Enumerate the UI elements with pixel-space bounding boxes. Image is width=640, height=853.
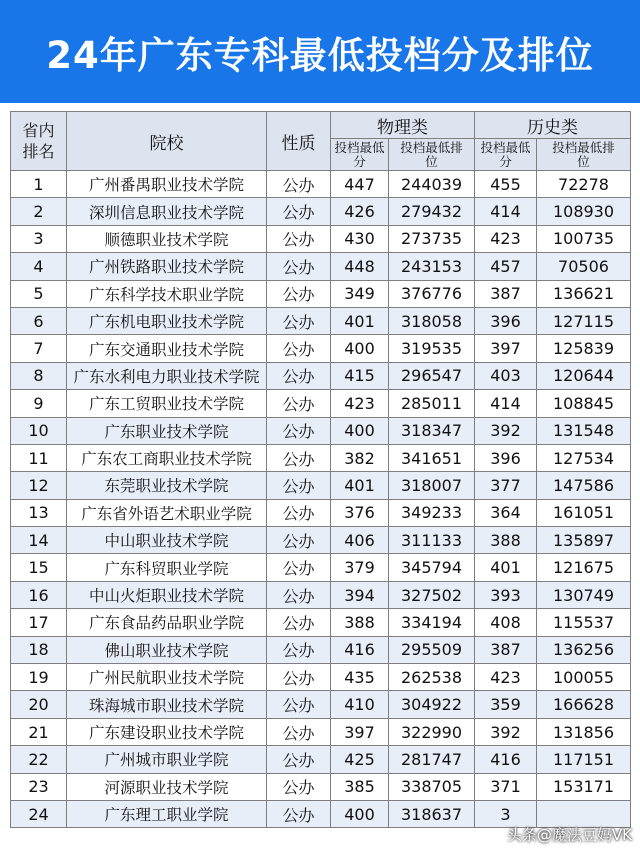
history-min-rank-cell: 153171 — [537, 773, 631, 800]
header-physics-group: 物理类 — [331, 112, 475, 139]
history-min-score-cell: 396 — [475, 444, 537, 471]
history-min-rank-cell: 127534 — [537, 444, 631, 471]
table-header — [11, 112, 631, 171]
rank-cell: 3 — [11, 225, 67, 252]
page-title: 24年广东专科最低投档分及排位 — [46, 33, 594, 77]
rank-cell: 21 — [11, 718, 67, 745]
type-cell: 公办 — [267, 527, 331, 554]
physics-min-rank-cell: 319535 — [389, 335, 475, 362]
physics-min-rank-cell: 327502 — [389, 581, 475, 608]
rank-cell: 10 — [11, 417, 67, 444]
physics-min-score-cell: 379 — [331, 554, 389, 581]
history-min-rank-cell: 70506 — [537, 253, 631, 280]
history-min-score-cell: 388 — [475, 527, 537, 554]
type-cell: 公办 — [267, 280, 331, 307]
school-cell: 广东职业技术学院 — [67, 417, 267, 444]
history-min-score-cell: 387 — [475, 636, 537, 663]
history-min-score-cell: 408 — [475, 609, 537, 636]
type-cell: 公办 — [267, 691, 331, 718]
type-cell: 公办 — [267, 499, 331, 526]
physics-min-rank-cell: 318058 — [389, 307, 475, 334]
header-physics-min-score-label: 投档最低分 — [334, 139, 385, 169]
physics-min-rank-cell: 285011 — [389, 390, 475, 417]
history-min-score-cell: 392 — [475, 718, 537, 745]
rank-cell: 11 — [11, 444, 67, 471]
school-cell: 深圳信息职业技术学院 — [67, 198, 267, 225]
table-row — [11, 417, 631, 444]
physics-min-score-cell: 415 — [331, 362, 389, 389]
physics-min-score-cell: 382 — [331, 444, 389, 471]
type-cell: 公办 — [267, 417, 331, 444]
type-cell: 公办 — [267, 225, 331, 252]
history-min-rank-cell: 121675 — [537, 554, 631, 581]
history-min-rank-cell: 136621 — [537, 280, 631, 307]
physics-min-rank-cell: 318347 — [389, 417, 475, 444]
type-cell: 公办 — [267, 773, 331, 800]
rank-cell: 20 — [11, 691, 67, 718]
type-cell: 公办 — [267, 581, 331, 608]
table-row — [11, 171, 631, 198]
physics-min-score-cell: 423 — [331, 390, 389, 417]
header-history-group: 历史类 — [475, 112, 631, 139]
physics-min-score-cell: 430 — [331, 225, 389, 252]
rank-cell: 13 — [11, 499, 67, 526]
header-type: 性质 — [267, 112, 331, 171]
rank-cell: 15 — [11, 554, 67, 581]
score-table — [10, 111, 631, 828]
physics-min-score-cell: 349 — [331, 280, 389, 307]
type-cell: 公办 — [267, 253, 331, 280]
history-min-score-cell: 423 — [475, 225, 537, 252]
table-row — [11, 718, 631, 745]
history-min-rank-cell: 72278 — [537, 171, 631, 198]
table-row — [11, 691, 631, 718]
table-row — [11, 581, 631, 608]
school-cell: 顺德职业技术学院 — [67, 225, 267, 252]
history-min-rank-cell: 100055 — [537, 664, 631, 691]
type-cell: 公办 — [267, 307, 331, 334]
school-cell: 广东科学技术职业学院 — [67, 280, 267, 307]
physics-min-score-cell: 448 — [331, 253, 389, 280]
school-cell: 广东工贸职业技术学院 — [67, 390, 267, 417]
physics-min-score-cell: 376 — [331, 499, 389, 526]
type-cell: 公办 — [267, 472, 331, 499]
type-cell: 公办 — [267, 198, 331, 225]
history-min-score-cell: 393 — [475, 581, 537, 608]
watermark: 头条@魔法豆妈VK — [506, 826, 632, 844]
physics-min-score-cell: 426 — [331, 198, 389, 225]
type-cell: 公办 — [267, 362, 331, 389]
school-cell: 广州番禺职业技术学院 — [67, 171, 267, 198]
rank-cell: 2 — [11, 198, 67, 225]
physics-min-score-cell: 400 — [331, 417, 389, 444]
rank-cell: 14 — [11, 527, 67, 554]
physics-min-score-cell: 400 — [331, 800, 389, 827]
physics-min-score-cell: 400 — [331, 335, 389, 362]
history-min-score-cell: 416 — [475, 746, 537, 773]
table-row — [11, 253, 631, 280]
header-history-min-rank — [537, 139, 631, 171]
type-cell: 公办 — [267, 335, 331, 362]
physics-min-rank-cell: 244039 — [389, 171, 475, 198]
rank-cell: 9 — [11, 390, 67, 417]
table-row — [11, 499, 631, 526]
rank-cell: 6 — [11, 307, 67, 334]
history-min-rank-cell: 166628 — [537, 691, 631, 718]
physics-min-score-cell: 388 — [331, 609, 389, 636]
table-row — [11, 472, 631, 499]
physics-min-rank-cell: 338705 — [389, 773, 475, 800]
physics-min-score-cell: 435 — [331, 664, 389, 691]
physics-min-score-cell: 397 — [331, 718, 389, 745]
history-min-rank-cell: 131856 — [537, 718, 631, 745]
history-min-score-cell: 455 — [475, 171, 537, 198]
rank-cell: 8 — [11, 362, 67, 389]
history-min-rank-cell: 127115 — [537, 307, 631, 334]
physics-min-rank-cell: 345794 — [389, 554, 475, 581]
history-min-rank-cell: 130749 — [537, 581, 631, 608]
school-cell: 广东科贸职业学院 — [67, 554, 267, 581]
history-min-rank-cell: 108930 — [537, 198, 631, 225]
header-school: 院校 — [67, 112, 267, 171]
history-min-score-cell: 371 — [475, 773, 537, 800]
physics-min-score-cell: 401 — [331, 472, 389, 499]
rank-cell: 12 — [11, 472, 67, 499]
physics-min-rank-cell: 341651 — [389, 444, 475, 471]
rank-cell: 19 — [11, 664, 67, 691]
table-row — [11, 746, 631, 773]
table-row — [11, 527, 631, 554]
history-min-score-cell: 457 — [475, 253, 537, 280]
table-row — [11, 335, 631, 362]
history-min-score-cell: 359 — [475, 691, 537, 718]
physics-min-rank-cell: 295509 — [389, 636, 475, 663]
physics-min-score-cell: 401 — [331, 307, 389, 334]
history-min-score-cell: 396 — [475, 307, 537, 334]
history-min-rank-cell: 161051 — [537, 499, 631, 526]
type-cell: 公办 — [267, 554, 331, 581]
physics-min-rank-cell: 322990 — [389, 718, 475, 745]
school-cell: 广东机电职业技术学院 — [67, 307, 267, 334]
type-cell: 公办 — [267, 390, 331, 417]
table-row — [11, 280, 631, 307]
header-history-min-score-label: 投档最低分 — [480, 139, 531, 169]
history-min-rank-cell: 131548 — [537, 417, 631, 444]
physics-min-score-cell: 406 — [331, 527, 389, 554]
school-cell: 佛山职业技术学院 — [67, 636, 267, 663]
rank-cell: 23 — [11, 773, 67, 800]
physics-min-score-cell: 416 — [331, 636, 389, 663]
physics-min-rank-cell: 334194 — [389, 609, 475, 636]
history-min-score-cell: 3 — [475, 800, 537, 827]
physics-min-rank-cell: 281747 — [389, 746, 475, 773]
score-table-container — [10, 111, 630, 828]
table-row — [11, 307, 631, 334]
physics-min-rank-cell: 318007 — [389, 472, 475, 499]
type-cell: 公办 — [267, 444, 331, 471]
history-min-score-cell: 414 — [475, 390, 537, 417]
school-cell: 中山职业技术学院 — [67, 527, 267, 554]
school-cell: 广东食品药品职业学院 — [67, 609, 267, 636]
table-row — [11, 444, 631, 471]
school-cell: 广东交通职业技术学院 — [67, 335, 267, 362]
history-min-rank-cell: 147586 — [537, 472, 631, 499]
school-cell: 东莞职业技术学院 — [67, 472, 267, 499]
rank-cell: 16 — [11, 581, 67, 608]
history-min-score-cell: 387 — [475, 280, 537, 307]
type-cell: 公办 — [267, 800, 331, 827]
type-cell: 公办 — [267, 664, 331, 691]
physics-min-rank-cell: 349233 — [389, 499, 475, 526]
school-cell: 广东水利电力职业技术学院 — [67, 362, 267, 389]
physics-min-rank-cell: 273735 — [389, 225, 475, 252]
school-cell: 广东理工职业学院 — [67, 800, 267, 827]
table-row — [11, 198, 631, 225]
history-min-rank-cell: 125839 — [537, 335, 631, 362]
table-row — [11, 664, 631, 691]
school-cell: 广东建设职业技术学院 — [67, 718, 267, 745]
history-min-rank-cell: 117151 — [537, 746, 631, 773]
table-row — [11, 773, 631, 800]
rank-cell: 22 — [11, 746, 67, 773]
rank-cell: 17 — [11, 609, 67, 636]
physics-min-rank-cell: 279432 — [389, 198, 475, 225]
history-min-rank-cell: 135897 — [537, 527, 631, 554]
history-min-score-cell: 403 — [475, 362, 537, 389]
physics-min-score-cell: 447 — [331, 171, 389, 198]
school-cell: 广州铁路职业技术学院 — [67, 253, 267, 280]
rank-cell: 18 — [11, 636, 67, 663]
physics-min-rank-cell: 243153 — [389, 253, 475, 280]
header-rank — [11, 112, 67, 171]
table-row — [11, 554, 631, 581]
history-min-score-cell: 364 — [475, 499, 537, 526]
history-min-score-cell: 392 — [475, 417, 537, 444]
school-cell: 广州城市职业学院 — [67, 746, 267, 773]
header-physics-min-score — [331, 139, 389, 171]
history-min-score-cell: 414 — [475, 198, 537, 225]
table-row — [11, 390, 631, 417]
rank-cell: 24 — [11, 800, 67, 827]
school-cell: 河源职业技术学院 — [67, 773, 267, 800]
header-history-min-score — [475, 139, 537, 171]
rank-cell: 4 — [11, 253, 67, 280]
physics-min-rank-cell: 318637 — [389, 800, 475, 827]
school-cell: 珠海城市职业技术学院 — [67, 691, 267, 718]
history-min-rank-cell: 115537 — [537, 609, 631, 636]
history-min-score-cell: 397 — [475, 335, 537, 362]
table-row — [11, 225, 631, 252]
history-min-rank-cell: 108845 — [537, 390, 631, 417]
rank-cell: 1 — [11, 171, 67, 198]
history-min-rank-cell: 120644 — [537, 362, 631, 389]
table-row — [11, 362, 631, 389]
physics-min-rank-cell: 296547 — [389, 362, 475, 389]
history-min-score-cell: 377 — [475, 472, 537, 499]
physics-min-rank-cell: 311133 — [389, 527, 475, 554]
header-physics-min-rank-label: 投档最低排位 — [400, 139, 463, 169]
physics-min-rank-cell: 262538 — [389, 664, 475, 691]
type-cell: 公办 — [267, 746, 331, 773]
type-cell: 公办 — [267, 171, 331, 198]
history-min-score-cell: 401 — [475, 554, 537, 581]
physics-min-score-cell: 394 — [331, 581, 389, 608]
rank-cell: 5 — [11, 280, 67, 307]
header-rank-label: 省内排名 — [22, 121, 55, 161]
physics-min-rank-cell: 376776 — [389, 280, 475, 307]
type-cell: 公办 — [267, 718, 331, 745]
table-row — [11, 609, 631, 636]
physics-min-score-cell: 385 — [331, 773, 389, 800]
physics-min-score-cell: 425 — [331, 746, 389, 773]
school-cell: 中山火炬职业技术学院 — [67, 581, 267, 608]
physics-min-score-cell: 410 — [331, 691, 389, 718]
table-row — [11, 636, 631, 663]
header-history-min-rank-label: 投档最低排位 — [552, 139, 615, 169]
type-cell: 公办 — [267, 609, 331, 636]
school-cell: 广东省外语艺术职业学院 — [67, 499, 267, 526]
physics-min-rank-cell: 304922 — [389, 691, 475, 718]
type-cell: 公办 — [267, 636, 331, 663]
history-min-rank-cell: 136256 — [537, 636, 631, 663]
table-body — [11, 171, 631, 828]
header-physics-min-rank — [389, 139, 475, 171]
school-cell: 广州民航职业技术学院 — [67, 664, 267, 691]
history-min-score-cell: 423 — [475, 664, 537, 691]
title-banner — [0, 0, 640, 103]
rank-cell: 7 — [11, 335, 67, 362]
history-min-rank-cell: 100735 — [537, 225, 631, 252]
school-cell: 广东农工商职业技术学院 — [67, 444, 267, 471]
